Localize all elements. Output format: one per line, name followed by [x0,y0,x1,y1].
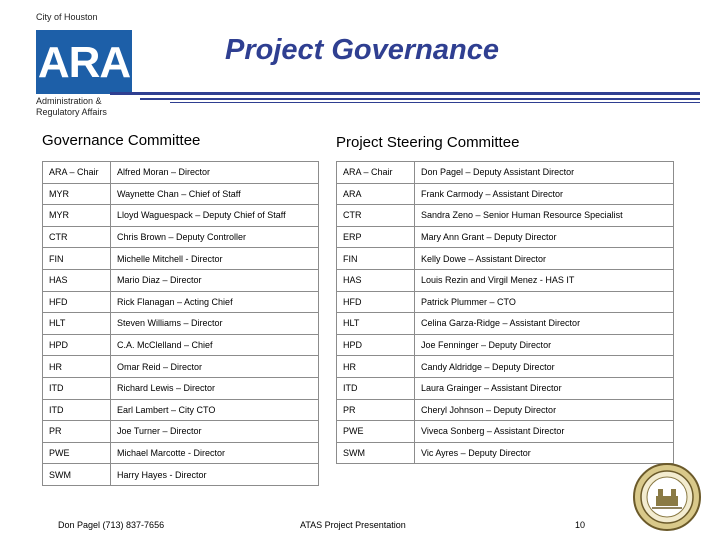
page-title: Project Governance [225,34,499,66]
steering-committee-heading: Project Steering Committee [336,134,520,151]
steering-committee-table [336,161,674,464]
logo-subtitle-line1: Administration & [36,96,102,106]
department-cell: ERP [337,226,415,248]
title-decorative-bars [110,92,700,106]
title-bar-1 [110,92,700,95]
member-cell: Joe Turner – Director [111,421,319,443]
department-cell: HAS [43,269,111,291]
member-cell: Mary Ann Grant – Deputy Director [415,226,674,248]
table-row [337,291,674,313]
member-cell: Mario Diaz – Director [111,269,319,291]
table-row [43,421,319,443]
logo-city-text: City of Houston [36,12,98,22]
ara-logo-mark: ARA [37,38,131,87]
department-cell: FIN [43,248,111,270]
member-cell: Joe Fenninger – Deputy Director [415,334,674,356]
department-cell: SWM [43,464,111,486]
department-cell: HFD [337,291,415,313]
table-row [43,162,319,184]
member-cell: Lloyd Waguespack – Deputy Chief of Staff [111,205,319,227]
department-cell: SWM [337,442,415,464]
governance-committee-heading: Governance Committee [42,132,201,149]
table-row [337,356,674,378]
department-cell: MYR [43,183,111,205]
department-cell: HR [337,356,415,378]
department-cell: ITD [43,377,111,399]
member-cell: Earl Lambert – City CTO [111,399,319,421]
city-seal-icon [632,462,702,532]
ara-logo-box [36,30,132,94]
member-cell: Omar Reid – Director [111,356,319,378]
member-cell: Cheryl Johnson – Deputy Director [415,399,674,421]
department-cell: PWE [43,442,111,464]
member-cell: Alfred Moran – Director [111,162,319,184]
department-cell: HPD [337,334,415,356]
department-cell: HAS [337,269,415,291]
member-cell: Frank Carmody – Assistant Director [415,183,674,205]
department-cell: FIN [337,248,415,270]
department-cell: CTR [337,205,415,227]
member-cell: C.A. McClelland – Chief [111,334,319,356]
table-row [337,183,674,205]
table-row [43,226,319,248]
department-cell: ARA – Chair [43,162,111,184]
department-cell: PWE [337,421,415,443]
member-cell: Waynette Chan – Chief of Staff [111,183,319,205]
table-row [337,162,674,184]
member-cell: Laura Grainger – Assistant Director [415,377,674,399]
department-cell: CTR [43,226,111,248]
department-cell: ARA [337,183,415,205]
table-row [337,313,674,335]
member-cell: Patrick Plummer – CTO [415,291,674,313]
table-row [43,183,319,205]
table-row [43,205,319,227]
member-cell: Michael Marcotte - Director [111,442,319,464]
table-row [43,334,319,356]
table-row [43,356,319,378]
member-cell: Candy Aldridge – Deputy Director [415,356,674,378]
department-cell: MYR [43,205,111,227]
member-cell: Sandra Zeno – Senior Human Resource Specialist [415,205,674,227]
footer-contact: Don Pagel (713) 837-7656 [58,520,165,530]
table-row [43,269,319,291]
table-row [43,464,319,486]
table-row [43,248,319,270]
department-cell: ITD [43,399,111,421]
table-row [43,291,319,313]
footer-page-number: 10 [575,520,586,530]
member-cell: Kelly Dowe – Assistant Director [415,248,674,270]
table-row [337,421,674,443]
title-bar-3 [170,102,700,103]
table-row [337,377,674,399]
member-cell: Rick Flanagan – Acting Chief [111,291,319,313]
department-cell: PR [43,421,111,443]
title-bar-2 [140,98,700,100]
table-row [337,226,674,248]
table-row [337,334,674,356]
governance-committee-table [42,161,319,486]
member-cell: Michelle Mitchell - Director [111,248,319,270]
department-cell: HLT [43,313,111,335]
member-cell: Viveca Sonberg – Assistant Director [415,421,674,443]
department-cell: HLT [337,313,415,335]
member-cell: Steven Williams – Director [111,313,319,335]
member-cell: Louis Rezin and Virgil Menez - HAS IT [415,269,674,291]
department-cell: ARA – Chair [337,162,415,184]
table-row [337,442,674,464]
department-cell: PR [337,399,415,421]
table-row [337,205,674,227]
table-row [337,269,674,291]
department-cell: HR [43,356,111,378]
member-cell: Vic Ayres – Deputy Director [415,442,674,464]
department-cell: HPD [43,334,111,356]
member-cell: Celina Garza-Ridge – Assistant Director [415,313,674,335]
table-row [337,399,674,421]
member-cell: Don Pagel – Deputy Assistant Director [415,162,674,184]
table-row [43,377,319,399]
logo-subtitle-line2: Regulatory Affairs [36,107,107,117]
member-cell: Harry Hayes - Director [111,464,319,486]
member-cell: Chris Brown – Deputy Controller [111,226,319,248]
footer-presentation-title: ATAS Project Presentation [300,520,406,530]
table-row [337,248,674,270]
table-row [43,399,319,421]
table-row [43,313,319,335]
department-cell: ITD [337,377,415,399]
member-cell: Richard Lewis – Director [111,377,319,399]
table-row [43,442,319,464]
department-cell: HFD [43,291,111,313]
